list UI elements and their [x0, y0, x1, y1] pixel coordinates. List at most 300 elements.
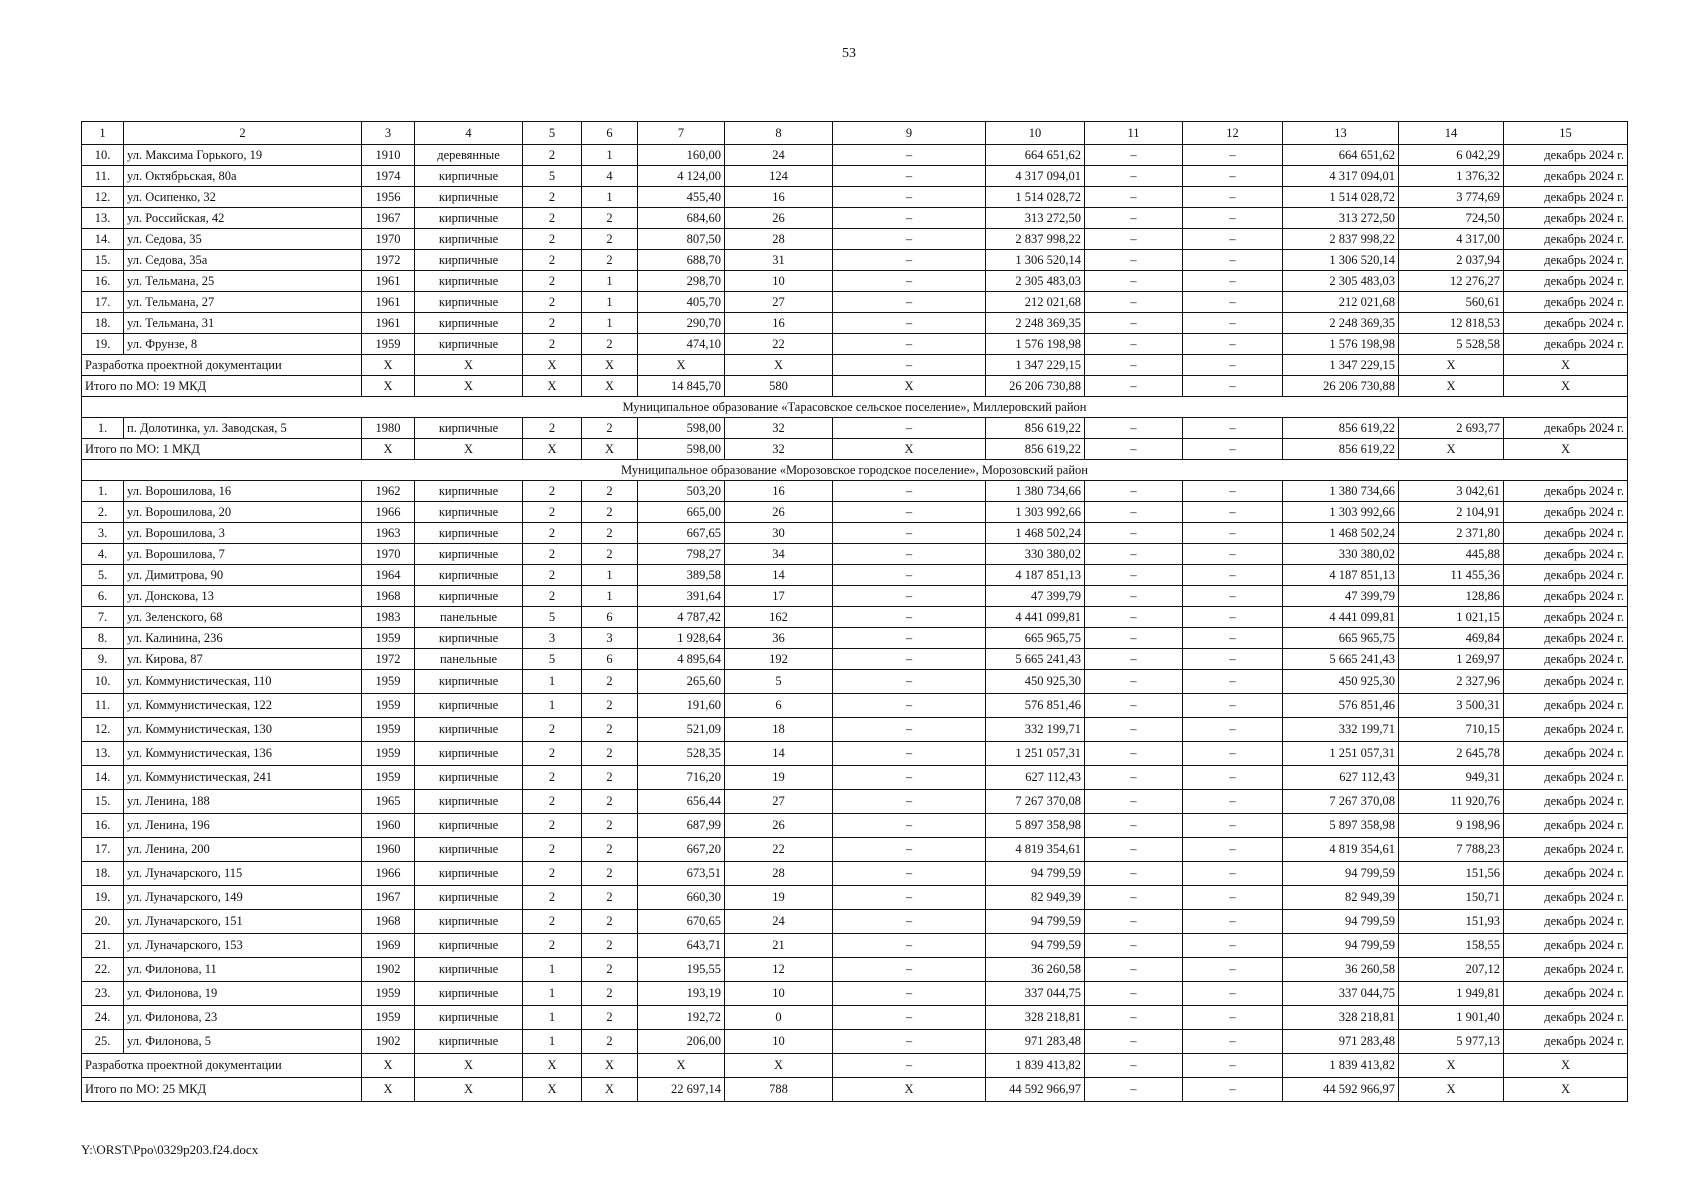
table-cell: 7 267 370,08 — [1283, 790, 1399, 814]
table-cell: Х — [1504, 1054, 1628, 1078]
table-cell: – — [1183, 790, 1283, 814]
table-cell: – — [1085, 628, 1183, 649]
table-cell: декабрь 2024 г. — [1504, 502, 1628, 523]
table-cell: 4 187 851,13 — [986, 565, 1085, 586]
table-cell: 128,86 — [1399, 586, 1504, 607]
table-cell: кирпичные — [415, 1006, 523, 1030]
table-cell: 1 303 992,66 — [1283, 502, 1399, 523]
table-cell: 1959 — [362, 766, 415, 790]
table-cell: декабрь 2024 г. — [1504, 544, 1628, 565]
table-cell: 1972 — [362, 250, 415, 271]
table-cell: 265,60 — [638, 670, 725, 694]
table-cell: 5 — [523, 166, 582, 187]
table-cell: – — [1085, 481, 1183, 502]
table-cell: 1 949,81 — [1399, 982, 1504, 1006]
column-header: 9 — [833, 122, 986, 145]
table-cell: – — [1085, 586, 1183, 607]
table-cell: 1959 — [362, 670, 415, 694]
table-cell: декабрь 2024 г. — [1504, 670, 1628, 694]
table-cell: 1 928,64 — [638, 628, 725, 649]
table-cell: 19 — [725, 886, 833, 910]
table-cell: 4. — [82, 544, 124, 565]
table-cell: – — [833, 958, 986, 982]
table-cell: кирпичные — [415, 334, 523, 355]
table-row — [82, 334, 1628, 355]
table-cell: – — [1183, 1054, 1283, 1078]
table-cell: 32 — [725, 439, 833, 460]
table-cell: – — [1085, 1030, 1183, 1054]
summary-row — [82, 1054, 1628, 1078]
column-number-header-row — [82, 122, 1628, 145]
table-cell: – — [1085, 790, 1183, 814]
table-cell: – — [1183, 271, 1283, 292]
table-cell: кирпичные — [415, 910, 523, 934]
table-cell: кирпичные — [415, 565, 523, 586]
table-cell: 1 514 028,72 — [1283, 187, 1399, 208]
table-cell: – — [833, 1006, 986, 1030]
table-cell: 1 — [523, 694, 582, 718]
table-cell: – — [833, 766, 986, 790]
table-cell: декабрь 2024 г. — [1504, 649, 1628, 670]
table-cell: 1968 — [362, 910, 415, 934]
table-cell: 16 — [725, 187, 833, 208]
address-cell: ул. Зеленского, 68 — [124, 607, 362, 628]
table-cell: 150,71 — [1399, 886, 1504, 910]
section-title: Муниципальное образование «Морозовское городское поселение», Морозовский район — [82, 460, 1628, 481]
table-cell: 2 — [523, 814, 582, 838]
table-cell: кирпичные — [415, 814, 523, 838]
table-cell: – — [1183, 766, 1283, 790]
table-cell: Х — [415, 439, 523, 460]
table-cell: 1 468 502,24 — [986, 523, 1085, 544]
table-cell: 2 — [523, 523, 582, 544]
table-cell: 19. — [82, 334, 124, 355]
table-cell: – — [1183, 481, 1283, 502]
table-cell: 2. — [82, 502, 124, 523]
table-cell: кирпичные — [415, 1030, 523, 1054]
table-cell: 151,93 — [1399, 910, 1504, 934]
table-cell: 2 837 998,22 — [1283, 229, 1399, 250]
table-cell: 5 — [725, 670, 833, 694]
table-cell: – — [1183, 292, 1283, 313]
table-cell: 598,00 — [638, 418, 725, 439]
table-cell: 474,10 — [638, 334, 725, 355]
table-cell: 2 — [523, 790, 582, 814]
table-cell: 17 — [725, 586, 833, 607]
table-cell: 1 380 734,66 — [1283, 481, 1399, 502]
address-cell: ул. Ленина, 200 — [124, 838, 362, 862]
table-cell: 2 — [523, 208, 582, 229]
summary-label: Разработка проектной документации — [82, 1054, 362, 1078]
table-cell: Х — [362, 1078, 415, 1102]
table-cell: – — [833, 502, 986, 523]
table-cell: 2 — [582, 418, 638, 439]
table-cell: Х — [582, 1054, 638, 1078]
table-cell: 3 042,61 — [1399, 481, 1504, 502]
table-cell: декабрь 2024 г. — [1504, 313, 1628, 334]
table-cell: 151,56 — [1399, 862, 1504, 886]
column-header: 13 — [1283, 122, 1399, 145]
table-cell: 445,88 — [1399, 544, 1504, 565]
table-cell: 1963 — [362, 523, 415, 544]
table-cell: 660,30 — [638, 886, 725, 910]
table-cell: 158,55 — [1399, 934, 1504, 958]
table-cell: – — [1085, 565, 1183, 586]
table-cell: декабрь 2024 г. — [1504, 718, 1628, 742]
page-number: 53 — [842, 46, 856, 61]
summary-row — [82, 439, 1628, 460]
table-cell: кирпичные — [415, 418, 523, 439]
table-cell: – — [833, 145, 986, 166]
table-row — [82, 628, 1628, 649]
table-cell: – — [1183, 145, 1283, 166]
table-cell: – — [1183, 958, 1283, 982]
column-header: 2 — [124, 122, 362, 145]
table-cell: 3 500,31 — [1399, 694, 1504, 718]
table-cell: 82 949,39 — [1283, 886, 1399, 910]
table-cell: 1 — [523, 982, 582, 1006]
table-cell: 206,00 — [638, 1030, 725, 1054]
table-cell: 450 925,30 — [1283, 670, 1399, 694]
column-header: 11 — [1085, 122, 1183, 145]
table-cell: 24 — [725, 910, 833, 934]
table-cell: – — [1085, 910, 1183, 934]
table-cell: 11 920,76 — [1399, 790, 1504, 814]
table-cell: – — [833, 694, 986, 718]
table-cell: 1960 — [362, 838, 415, 862]
table-cell: 971 283,48 — [1283, 1030, 1399, 1054]
table-cell: 1910 — [362, 145, 415, 166]
table-cell: 528,35 — [638, 742, 725, 766]
table-cell: 2 — [523, 271, 582, 292]
table-cell: – — [833, 481, 986, 502]
table-cell: Х — [523, 439, 582, 460]
table-cell: 1967 — [362, 208, 415, 229]
table-cell: 1 303 992,66 — [986, 502, 1085, 523]
table-cell: 1959 — [362, 628, 415, 649]
table-cell: декабрь 2024 г. — [1504, 694, 1628, 718]
table-cell: 1960 — [362, 814, 415, 838]
table-cell: – — [833, 649, 986, 670]
table-cell: 2 — [582, 670, 638, 694]
table-cell: Х — [1504, 355, 1628, 376]
table-cell: 3 — [582, 628, 638, 649]
table-cell: 2 — [582, 334, 638, 355]
table-cell: декабрь 2024 г. — [1504, 565, 1628, 586]
table-cell: Х — [523, 1054, 582, 1078]
table-cell: – — [1183, 439, 1283, 460]
table-cell: декабрь 2024 г. — [1504, 886, 1628, 910]
table-cell: Х — [523, 355, 582, 376]
table-cell: 667,20 — [638, 838, 725, 862]
table-cell: декабрь 2024 г. — [1504, 790, 1628, 814]
table-cell: 2 — [582, 862, 638, 886]
table-cell: кирпичные — [415, 523, 523, 544]
table-cell: – — [1085, 355, 1183, 376]
table-cell: 94 799,59 — [1283, 862, 1399, 886]
table-cell: кирпичные — [415, 292, 523, 313]
table-cell: 1 376,32 — [1399, 166, 1504, 187]
address-cell: ул. Ленина, 196 — [124, 814, 362, 838]
table-cell: 798,27 — [638, 544, 725, 565]
table-cell: кирпичные — [415, 694, 523, 718]
table-cell: 2 — [523, 718, 582, 742]
table-cell: 1961 — [362, 271, 415, 292]
table-cell: 9 198,96 — [1399, 814, 1504, 838]
table-cell: 560,61 — [1399, 292, 1504, 313]
table-cell: – — [1085, 886, 1183, 910]
table-cell: – — [833, 934, 986, 958]
table-row — [82, 694, 1628, 718]
table-cell: – — [1085, 229, 1183, 250]
table-cell: 2 — [582, 958, 638, 982]
address-cell: ул. Седова, 35 — [124, 229, 362, 250]
table-cell: – — [833, 1030, 986, 1054]
table-cell: 2 — [582, 523, 638, 544]
table-cell: кирпичные — [415, 208, 523, 229]
table-cell: 298,70 — [638, 271, 725, 292]
table-cell: 2 — [582, 250, 638, 271]
table-cell: 1966 — [362, 862, 415, 886]
table-cell: 5 665 241,43 — [1283, 649, 1399, 670]
table-cell: 44 592 966,97 — [1283, 1078, 1399, 1102]
table-cell: 3. — [82, 523, 124, 544]
table-cell: кирпичные — [415, 544, 523, 565]
table-cell: 2 — [582, 1006, 638, 1030]
table-cell: – — [1183, 607, 1283, 628]
table-cell: Х — [725, 355, 833, 376]
table-cell: декабрь 2024 г. — [1504, 250, 1628, 271]
table-cell: 1961 — [362, 292, 415, 313]
table-cell: Х — [1399, 1078, 1504, 1102]
table-cell: 665,00 — [638, 502, 725, 523]
table-cell: 2 — [523, 838, 582, 862]
column-header: 6 — [582, 122, 638, 145]
table-cell: 1 — [582, 292, 638, 313]
table-cell: декабрь 2024 г. — [1504, 271, 1628, 292]
table-cell: 2 — [523, 886, 582, 910]
table-cell: 2 — [582, 544, 638, 565]
table-cell: Х — [1504, 439, 1628, 460]
address-cell: ул. Ворошилова, 20 — [124, 502, 362, 523]
table-cell: 2 — [523, 229, 582, 250]
table-cell: 521,09 — [638, 718, 725, 742]
table-cell: декабрь 2024 г. — [1504, 292, 1628, 313]
address-cell: ул. Димитрова, 90 — [124, 565, 362, 586]
table-cell: 16 — [725, 481, 833, 502]
table-cell: 1 — [582, 313, 638, 334]
table-cell: 2 — [582, 982, 638, 1006]
table-cell: 1 — [582, 145, 638, 166]
table-cell: 5 528,58 — [1399, 334, 1504, 355]
table-cell: кирпичные — [415, 742, 523, 766]
table-cell: 1 514 028,72 — [986, 187, 1085, 208]
table-cell: – — [1183, 565, 1283, 586]
table-cell: 1970 — [362, 544, 415, 565]
table-cell: – — [1183, 934, 1283, 958]
table-cell: 688,70 — [638, 250, 725, 271]
table-cell: кирпичные — [415, 886, 523, 910]
address-cell: ул. Максима Горького, 19 — [124, 145, 362, 166]
table-cell: Х — [362, 355, 415, 376]
table-cell: Х — [1399, 1054, 1504, 1078]
table-cell: 2 — [523, 565, 582, 586]
table-cell: 13. — [82, 208, 124, 229]
table-row — [82, 982, 1628, 1006]
table-cell: кирпичные — [415, 187, 523, 208]
table-cell: 36 260,58 — [1283, 958, 1399, 982]
table-cell: 15. — [82, 790, 124, 814]
table-cell: 5 977,13 — [1399, 1030, 1504, 1054]
table-cell: – — [1183, 502, 1283, 523]
table-row — [82, 292, 1628, 313]
table-cell: 1 839 413,82 — [986, 1054, 1085, 1078]
summary-row — [82, 1078, 1628, 1102]
table-cell: 19. — [82, 886, 124, 910]
table-cell: 665 965,75 — [1283, 628, 1399, 649]
table-cell: декабрь 2024 г. — [1504, 742, 1628, 766]
table-cell: Х — [725, 1054, 833, 1078]
table-cell: 1959 — [362, 1006, 415, 1030]
table-cell: – — [833, 1054, 986, 1078]
table-cell: 2 — [582, 694, 638, 718]
table-cell: – — [1085, 1054, 1183, 1078]
table-cell: – — [833, 271, 986, 292]
table-row — [82, 814, 1628, 838]
table-cell: 580 — [725, 376, 833, 397]
summary-label: Разработка проектной документации — [82, 355, 362, 376]
table-cell: – — [1085, 145, 1183, 166]
table-cell: – — [1183, 982, 1283, 1006]
table-cell: – — [1183, 649, 1283, 670]
table-cell: кирпичные — [415, 628, 523, 649]
table-cell: декабрь 2024 г. — [1504, 166, 1628, 187]
table-cell: – — [1085, 766, 1183, 790]
table-cell: – — [833, 565, 986, 586]
table-cell: 94 799,59 — [986, 862, 1085, 886]
table-cell: 328 218,81 — [986, 1006, 1085, 1030]
table-cell: 2 — [582, 208, 638, 229]
table-cell: 14 — [725, 565, 833, 586]
table-row — [82, 565, 1628, 586]
table-cell: кирпичные — [415, 838, 523, 862]
table-cell: кирпичные — [415, 271, 523, 292]
table-cell: 2 — [523, 544, 582, 565]
table-cell: – — [1183, 544, 1283, 565]
table-cell: 330 380,02 — [986, 544, 1085, 565]
table-cell: 47 399,79 — [1283, 586, 1399, 607]
table-cell: декабрь 2024 г. — [1504, 862, 1628, 886]
table-cell: 2 104,91 — [1399, 502, 1504, 523]
table-cell: кирпичные — [415, 934, 523, 958]
table-cell: Х — [582, 376, 638, 397]
table-cell: – — [833, 544, 986, 565]
table-cell: 332 199,71 — [1283, 718, 1399, 742]
table-cell: 450 925,30 — [986, 670, 1085, 694]
table-cell: 627 112,43 — [986, 766, 1085, 790]
table-cell: 1964 — [362, 565, 415, 586]
address-cell: ул. Фрунзе, 8 — [124, 334, 362, 355]
table-cell: – — [1183, 910, 1283, 934]
address-cell: ул. Коммунистическая, 136 — [124, 742, 362, 766]
table-cell: кирпичные — [415, 313, 523, 334]
table-row — [82, 886, 1628, 910]
table-cell: 2 248 369,35 — [986, 313, 1085, 334]
table-cell: 1959 — [362, 694, 415, 718]
table-cell: кирпичные — [415, 502, 523, 523]
table-cell: 4 819 354,61 — [1283, 838, 1399, 862]
table-cell: 18. — [82, 313, 124, 334]
table-cell: 22. — [82, 958, 124, 982]
table-cell: 2 — [523, 742, 582, 766]
table-cell: декабрь 2024 г. — [1504, 229, 1628, 250]
table-cell: 2 — [582, 766, 638, 790]
table-cell: – — [1085, 502, 1183, 523]
table-cell: 192 — [725, 649, 833, 670]
table-cell: 2 — [523, 292, 582, 313]
table-cell: декабрь 2024 г. — [1504, 334, 1628, 355]
table-cell: – — [833, 628, 986, 649]
table-cell: 469,84 — [1399, 628, 1504, 649]
table-cell: – — [833, 742, 986, 766]
table-cell: 949,31 — [1399, 766, 1504, 790]
table-cell: 162 — [725, 607, 833, 628]
table-cell: 2 — [523, 313, 582, 334]
table-cell: 26 206 730,88 — [1283, 376, 1399, 397]
table-cell: 94 799,59 — [1283, 934, 1399, 958]
section-header-row — [82, 397, 1628, 418]
table-row — [82, 1030, 1628, 1054]
table-cell: 856 619,22 — [1283, 439, 1399, 460]
table-cell: 13. — [82, 742, 124, 766]
table-row — [82, 718, 1628, 742]
table-cell: – — [833, 229, 986, 250]
table-cell: – — [833, 838, 986, 862]
table-cell: декабрь 2024 г. — [1504, 586, 1628, 607]
table-cell: – — [1183, 418, 1283, 439]
table-cell: 1 — [582, 586, 638, 607]
table-cell: 1983 — [362, 607, 415, 628]
address-cell: ул. Коммунистическая, 130 — [124, 718, 362, 742]
table-cell: Х — [582, 355, 638, 376]
address-cell: ул. Филонова, 5 — [124, 1030, 362, 1054]
table-cell: 2 248 369,35 — [1283, 313, 1399, 334]
table-cell: декабрь 2024 г. — [1504, 910, 1628, 934]
table-row — [82, 670, 1628, 694]
table-cell: 11 455,36 — [1399, 565, 1504, 586]
table-cell: 124 — [725, 166, 833, 187]
table-row — [82, 742, 1628, 766]
table-cell: 1959 — [362, 718, 415, 742]
table-cell: – — [1085, 1078, 1183, 1102]
address-cell: п. Долотинка, ул. Заводская, 5 — [124, 418, 362, 439]
table-cell: 94 799,59 — [986, 934, 1085, 958]
table-cell: 2 037,94 — [1399, 250, 1504, 271]
table-cell: 3 — [523, 628, 582, 649]
table-cell: 195,55 — [638, 958, 725, 982]
table-cell: 2 — [523, 418, 582, 439]
table-cell: кирпичные — [415, 166, 523, 187]
table-cell: декабрь 2024 г. — [1504, 481, 1628, 502]
address-cell: ул. Тельмана, 27 — [124, 292, 362, 313]
table-cell: 4 895,64 — [638, 649, 725, 670]
table-row — [82, 313, 1628, 334]
table-cell: 2 — [582, 229, 638, 250]
table-cell: 1 347 229,15 — [986, 355, 1085, 376]
table-cell: кирпичные — [415, 586, 523, 607]
address-cell: ул. Кирова, 87 — [124, 649, 362, 670]
table-cell: Х — [415, 355, 523, 376]
